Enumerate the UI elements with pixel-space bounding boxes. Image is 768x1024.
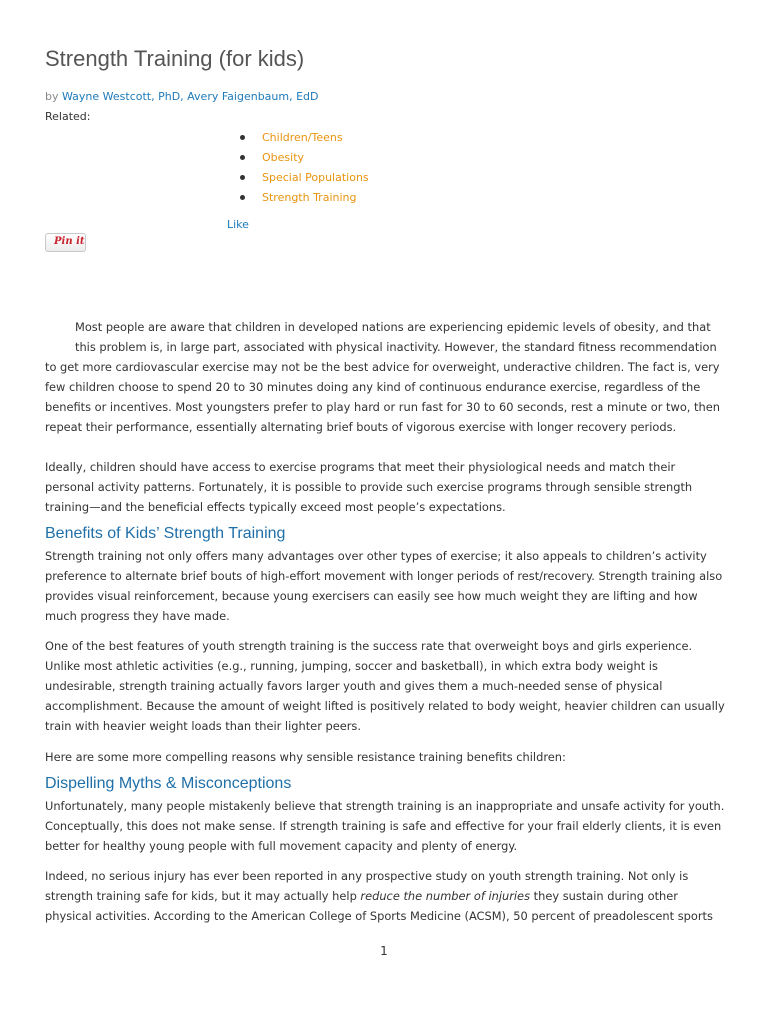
byline-prefix: by bbox=[45, 90, 62, 103]
heading-benefits: Benefits of Kids’ Strength Training bbox=[45, 525, 286, 542]
intro-paragraph bbox=[45, 317, 725, 437]
page-number: 1 bbox=[380, 944, 388, 958]
bullet-icon bbox=[240, 175, 245, 180]
tag-link[interactable]: Children/Teens bbox=[262, 131, 343, 144]
related-tags-list bbox=[240, 128, 369, 208]
tag-obesity[interactable] bbox=[240, 148, 369, 168]
heading-myths: Dispelling Myths & Misconceptions bbox=[45, 775, 292, 792]
intro-line-1: Most people are aware that children in developed nations are experiencing epidemic levels of obesity, and that bbox=[75, 320, 711, 334]
myths-2-emphasis: reduce the number of injuries bbox=[360, 889, 531, 903]
paragraph-myths-1: Unfortunately, many people mistakenly believe that strength training is an inappropriate and unsafe activity for youth. Conceptually, this does not make sense. If strength training is safe and effective for your frail elderly clients, it is even better for healthy young people with full movement capacity and plenty of energy. bbox=[45, 799, 725, 853]
pin-it-label: Pin it bbox=[54, 236, 85, 247]
related-label: Related: bbox=[45, 110, 91, 123]
paragraph-myths-2 bbox=[45, 866, 725, 926]
tag-strength-training[interactable] bbox=[240, 188, 369, 208]
paragraph-benefits-2: One of the best features of youth strength training is the success rate that overweight boys and girls experience. Unlike most athletic activities (e.g., running, jumping, soccer and basketball), in which extra body weight is undesirable, strength training actually favors larger youth and gives them a much-needed sense of physical accomplishment. Because the amount of weight lifted is positively related to body weight, heavier children can usually train with heavier weight loads than their lighter peers. bbox=[45, 639, 725, 733]
paragraph-reasons: Here are some more compelling reasons why sensible resistance training benefits children: bbox=[45, 750, 566, 764]
tag-children-teens[interactable] bbox=[240, 128, 369, 148]
author-links[interactable]: Wayne Westcott, PhD, Avery Faigenbaum, EdD bbox=[62, 90, 319, 103]
myths-2-part-a: Indeed, no serious injury has ever been reported in any prospective study on youth strength training. Not only is strength training safe for kids, but it may actually help bbox=[45, 869, 689, 903]
bullet-icon bbox=[240, 195, 245, 200]
intro-rest: to get more cardiovascular exercise may not be the best advice for overweight, underactive children. The fact is, very few children choose to spend 20 to 30 minutes doing any kind of continuous endurance exercise, regardless of the benefits or incentives. Most youngsters prefer to play hard or run fast for 30 to 60 seconds, rest a minute or two, then repeat their performance, essentially alternating brief bouts of vigorous exercise with longer recovery periods. bbox=[45, 360, 720, 434]
pin-it-button[interactable] bbox=[45, 233, 86, 252]
tag-link[interactable]: Special Populations bbox=[262, 171, 369, 184]
tag-link[interactable]: Obesity bbox=[262, 151, 305, 164]
tag-special-populations[interactable] bbox=[240, 168, 369, 188]
bullet-icon bbox=[240, 135, 245, 140]
byline bbox=[45, 90, 319, 103]
page-title: Strength Training (for kids) bbox=[45, 46, 305, 71]
bullet-icon bbox=[240, 155, 245, 160]
paragraph-benefits-1: Strength training not only offers many advantages over other types of exercise; it also appeals to children’s activity preference to alternate brief bouts of high-effort movement with longer periods of rest/recovery. Strength training also provides visual reinforcement, because young exercisers can easily see how much weight they are lifting and how much progress they have made. bbox=[45, 549, 723, 623]
like-button[interactable]: Like bbox=[227, 218, 249, 231]
myths-2-part-b: they sustain during other physical activities. According to the American College of Sports Medicine (ACSM), 50 percent of preadolescent sports bbox=[45, 889, 713, 923]
paragraph-ideally: Ideally, children should have access to exercise programs that meet their physiological needs and match their personal activity patterns. Fortunately, it is possible to provide such exercise programs through sensible strength training—and the beneficial effects typically exceed most people’s expectations. bbox=[45, 460, 693, 514]
intro-line-2: this problem is, in large part, associated with physical inactivity. However, the standard fitness recommendation bbox=[75, 340, 717, 354]
tag-link[interactable]: Strength Training bbox=[262, 191, 357, 204]
